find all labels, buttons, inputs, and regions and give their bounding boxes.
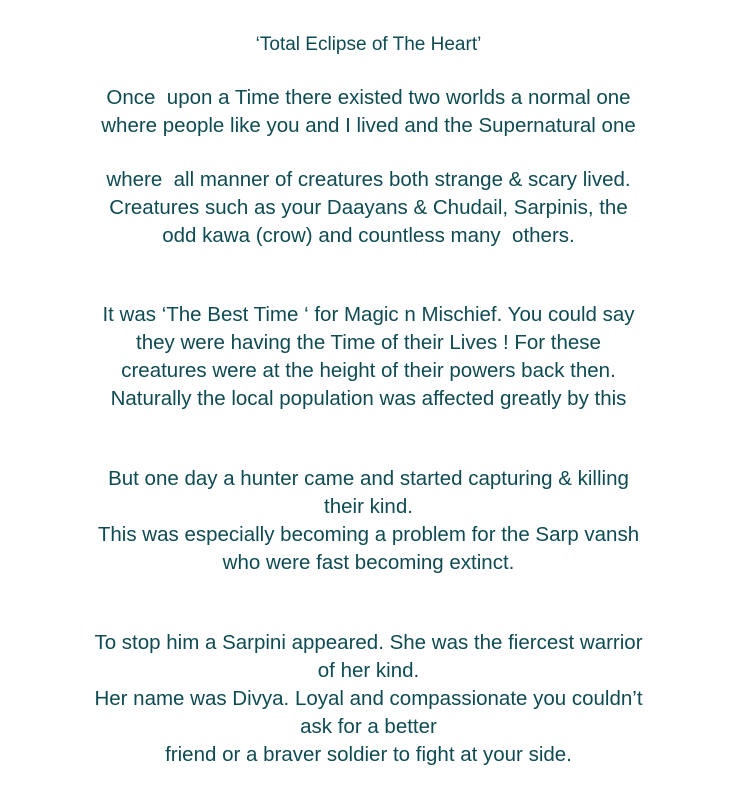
text-line: Her name was Divya. Loyal and compassionate you couldn’t [94, 687, 643, 710]
text-line: To stop him a Sarpini appeared. She was the fiercest warrior [94, 631, 643, 654]
text-line: odd kawa (crow) and countless many others. [162, 224, 575, 247]
text-line: of her kind. [317, 659, 420, 682]
text-line: This was especially becoming a problem for the Sarp vansh [97, 523, 640, 546]
text-line: creatures were at the height of their powers back then. [121, 359, 616, 382]
text-line: ask for a better [300, 715, 437, 738]
story-title: ‘Total Eclipse of The Heart’ [255, 34, 482, 55]
text-line: But one day a hunter came and started capturing & killing [108, 467, 629, 490]
text-line: their kind. [324, 495, 413, 518]
text-line: who were fast becoming extinct. [222, 551, 515, 574]
text-line: It was ‘The Best Time ‘ for Magic n Mischief. You could say [102, 303, 635, 326]
text-line: Naturally the local population was affected greatly by this [110, 387, 627, 410]
text-line: friend or a braver soldier to fight at your side. [165, 743, 572, 766]
text-line: Once upon a Time there existed two worlds a normal one [106, 86, 631, 109]
text-line: where all manner of creatures both strange & scary lived. [106, 168, 631, 191]
text-line: where people like you and I lived and the Supernatural one [101, 114, 636, 137]
text-line: Creatures such as your Daayans & Chudail, Sarpinis, the [109, 196, 628, 219]
text-line: they were having the Time of their Lives ! For these [136, 331, 601, 354]
